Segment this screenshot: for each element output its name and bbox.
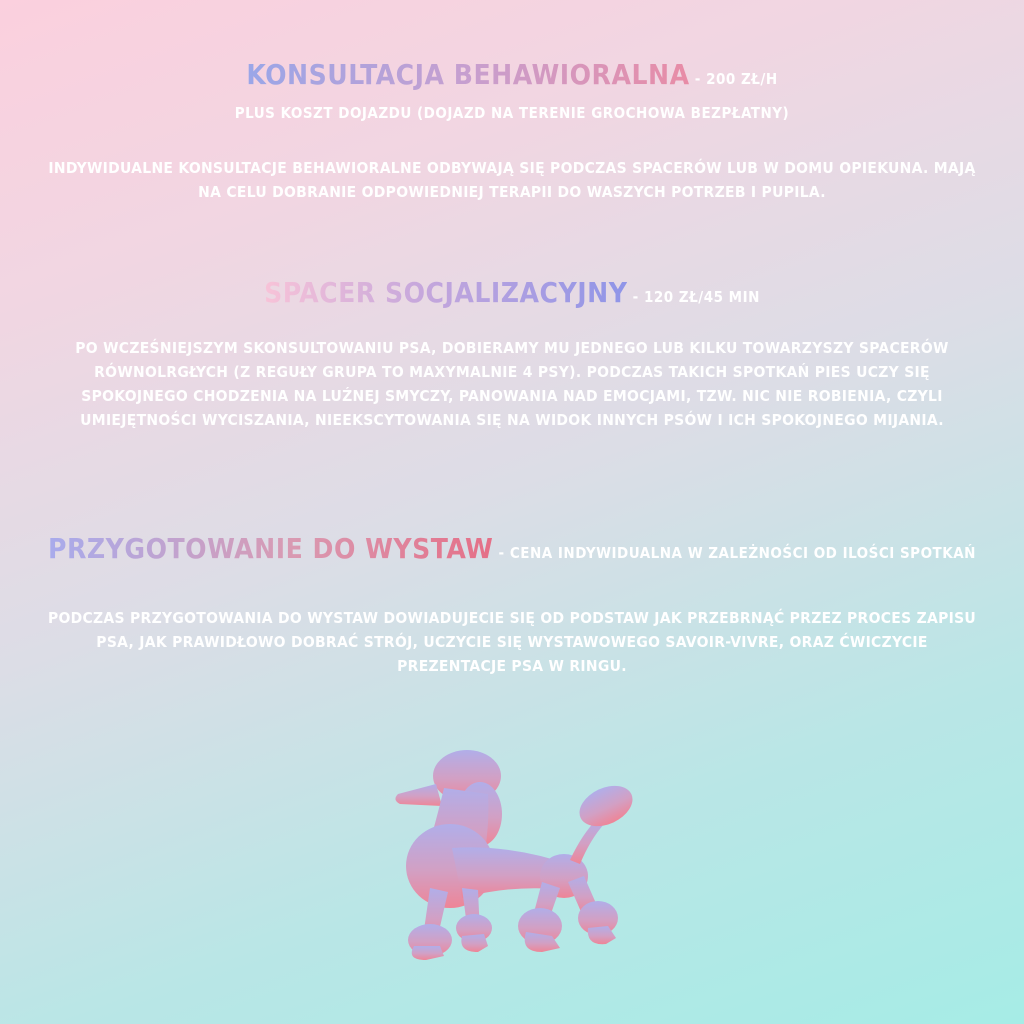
section-title-line <box>40 58 984 92</box>
section-description: PODCZAS PRZYGOTOWANIA DO WYSTAW DOWIADUJECIE SIĘ OD PODSTAW JAK PRZEBRNĄĆ PRZEZ PROCES ZAPISU PSA, JAK PRAWIDŁOWO DOBRAĆ STRÓJ, UCZYCIE SIĘ WYSTAWOWEGO SAVOIR-VIVRE, ORAZ ĆWICZYCIE PREZENTACJE PSA W RINGU. <box>47 608 977 675</box>
section-description: PO WCZEŚNIEJSZYM SKONSULTOWANIU PSA, DOBIERAMY MU JEDNEGO LUB KILKU TOWARZYSZY SPACERÓW RÓWNOLRGŁYCH (Z REGUŁY GRUPA TO MAXYMALNIE 4 PSY). PODCZAS TAKICH SPOTKAŃ PIES UCZY SIĘ SPOKOJNEGO CHODZENIA NA LUŹNEJ SMYCZY, PANOWANIA NAD EMOCJAMI, TZW. NIC NIE ROBIENIA, CZYLI UMIEJĘTNOŚCI WYCISZANIA, NIEEKSCYTOWANIA SIĘ NA WIDOK INNYCH PSÓW I ICH SPOKOJNEGO MIJANIA. <box>75 338 949 429</box>
section-description: INDYWIDUALNE KONSULTACJE BEHAWIORALNE ODBYWAJĄ SIĘ PODCZAS SPACERÓW LUB W DOMU OPIEKUNA. MAJĄ NA CELU DOBRANIE ODPOWIEDNIEJ TERAPII DO WASZYCH POTRZEB I PUPILA. <box>48 158 976 201</box>
section-socialization-walk <box>40 276 984 432</box>
section-show-preparation <box>40 532 984 678</box>
section-title-line <box>40 532 984 566</box>
section-title: KONSULTACJA BEHAWIORALNA <box>246 58 690 91</box>
poodle-icon <box>392 748 642 968</box>
section-title: SPACER SOCJALIZACYJNY <box>264 276 628 309</box>
section-behavioral-consultation <box>40 58 984 204</box>
section-price: - 120 ZŁ/45 MIN <box>627 288 760 306</box>
section-price: - 200 ZŁ/H <box>689 70 778 88</box>
section-title: PRZYGOTOWANIE DO WYSTAW <box>48 532 494 565</box>
section-price: - CENA INDYWIDUALNA W ZALEŻNOŚCI OD ILOŚCI SPOTKAŃ <box>493 544 976 562</box>
section-subtitle: PLUS KOSZT DOJAZDU (DOJAZD NA TERENIE GROCHOWA BEZPŁATNY) <box>234 103 790 122</box>
section-title-line <box>40 276 984 310</box>
